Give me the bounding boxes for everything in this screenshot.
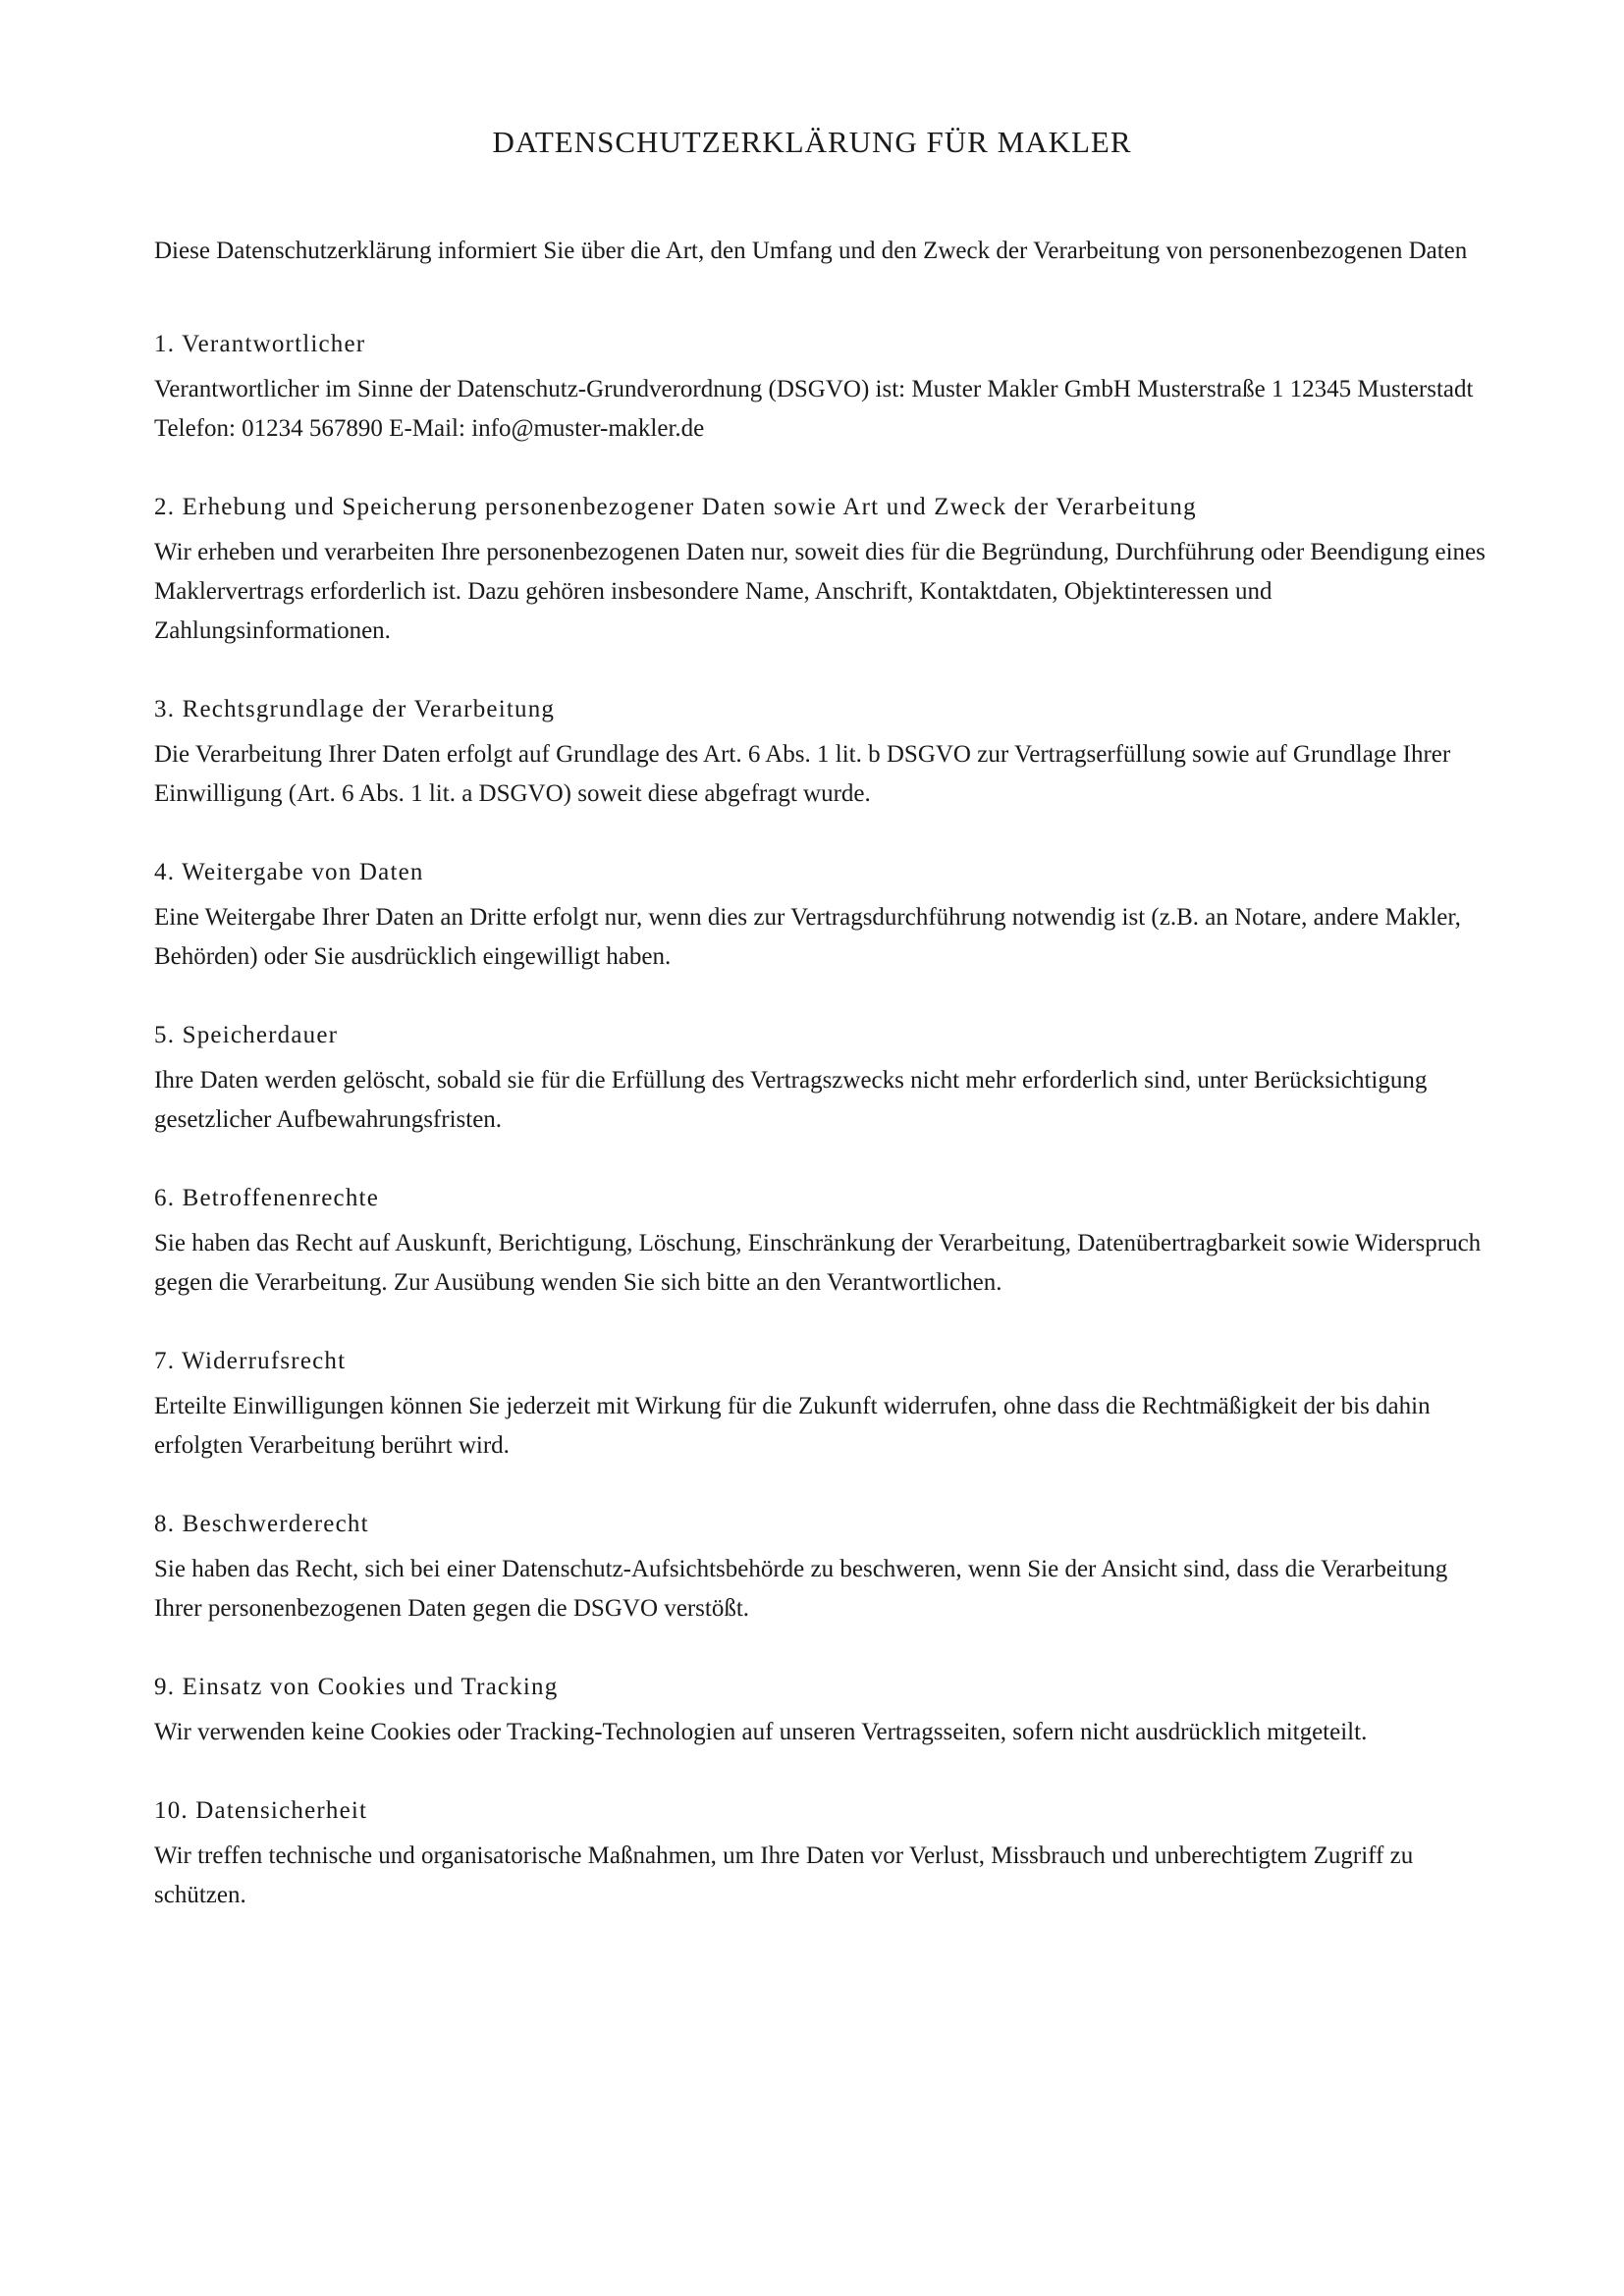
- section-controller: [154, 329, 1489, 449]
- section-heading: 2. Erhebung und Speicherung personenbezogener Daten sowie Art und Zweck der Verarbeitung: [154, 494, 1197, 520]
- page-title: DATENSCHUTZERKLÄRUNG FÜR MAKLER: [492, 125, 1132, 159]
- section-heading: 5. Speicherdauer: [154, 1022, 339, 1048]
- section-data-subject-rights: [154, 1183, 1489, 1303]
- section-body: Wir treffen technische und organisatorische Maßnahmen, um Ihre Daten vor Verlust, Missbrauch und unberechtigtem Zugriff zu schützen.: [154, 1842, 1414, 1908]
- section-body: Verantwortlicher im Sinne der Datenschutz-Grundverordnung (DSGVO) ist: Muster Makler GmbH Musterstraße 1 12345 Musterstadt Telefon: 01234 567890 E-Mail: info@muster-makler.de: [154, 376, 1474, 442]
- section-heading: 3. Rechtsgrundlage der Verarbeitung: [154, 696, 556, 722]
- section-data-collection: [154, 492, 1489, 651]
- section-withdrawal: [154, 1346, 1489, 1466]
- section-body: Sie haben das Recht auf Auskunft, Berichtigung, Löschung, Einschränkung der Verarbeitung, Datenübertragbarkeit sowie Widerspruch gegen die Verarbeitung. Zur Ausübung wenden Sie sich bitte an den Verantwortlichen.: [154, 1230, 1482, 1296]
- section-heading: 6. Betroffenenrechte: [154, 1185, 379, 1211]
- intro-paragraph: Diese Datenschutzerklärung informiert Sie über die Art, den Umfang und den Zweck der Verarbeitung von personenbezogenen Daten: [154, 238, 1468, 264]
- section-heading: 1. Verantwortlicher: [154, 331, 366, 357]
- section-heading: 7. Widerrufsrecht: [154, 1348, 347, 1374]
- section-complaint: [154, 1509, 1489, 1629]
- section-cookies: [154, 1672, 1489, 1752]
- section-heading: 9. Einsatz von Cookies und Tracking: [154, 1674, 559, 1700]
- section-heading: 4. Weitergabe von Daten: [154, 859, 424, 885]
- section-body: Wir verwenden keine Cookies oder Tracking-Technologien auf unseren Vertragsseiten, sofern nicht ausdrücklich mitgeteilt.: [154, 1719, 1368, 1745]
- section-security: [154, 1795, 1489, 1915]
- section-heading: 8. Beschwerderecht: [154, 1511, 369, 1537]
- section-body: Wir erheben und verarbeiten Ihre personenbezogenen Daten nur, soweit dies für die Begründung, Durchführung oder Beendigung eines Maklervertrags erforderlich ist. Dazu gehören insbesondere Name, Anschrift, Kontaktdaten, Objektinteressen und Zahlungsinformationen.: [154, 539, 1486, 644]
- sections-list: [154, 329, 1489, 1958]
- section-legal-basis: [154, 694, 1489, 814]
- section-heading: 10. Datensicherheit: [154, 1797, 368, 1824]
- section-body: Sie haben das Recht, sich bei einer Datenschutz-Aufsichtsbehörde zu beschweren, wenn Sie der Ansicht sind, dass die Verarbeitung Ihrer personenbezogenen Daten gegen die DSGVO verstößt.: [154, 1556, 1448, 1622]
- section-data-sharing: [154, 857, 1489, 977]
- section-body: Eine Weitergabe Ihrer Daten an Dritte erfolgt nur, wenn dies zur Vertragsdurchführung notwendig ist (z.B. an Notare, andere Makler, Behörden) oder Sie ausdrücklich eingewilligt haben.: [154, 904, 1461, 970]
- section-body: Erteilte Einwilligungen können Sie jederzeit mit Wirkung für die Zukunft widerrufen, ohne dass die Rechtmäßigkeit der bis dahin erfolgten Verarbeitung berührt wird.: [154, 1393, 1431, 1459]
- section-body: Ihre Daten werden gelöscht, sobald sie für die Erfüllung des Vertragszwecks nicht mehr erforderlich sind, unter Berücksichtigung gesetzlicher Aufbewahrungsfristen.: [154, 1067, 1428, 1133]
- section-body: Die Verarbeitung Ihrer Daten erfolgt auf Grundlage des Art. 6 Abs. 1 lit. b DSGVO zur Vertragserfüllung sowie auf Grundlage Ihrer Einwilligung (Art. 6 Abs. 1 lit. a DSGVO) soweit diese abgefragt wurde.: [154, 741, 1451, 807]
- section-retention: [154, 1020, 1489, 1140]
